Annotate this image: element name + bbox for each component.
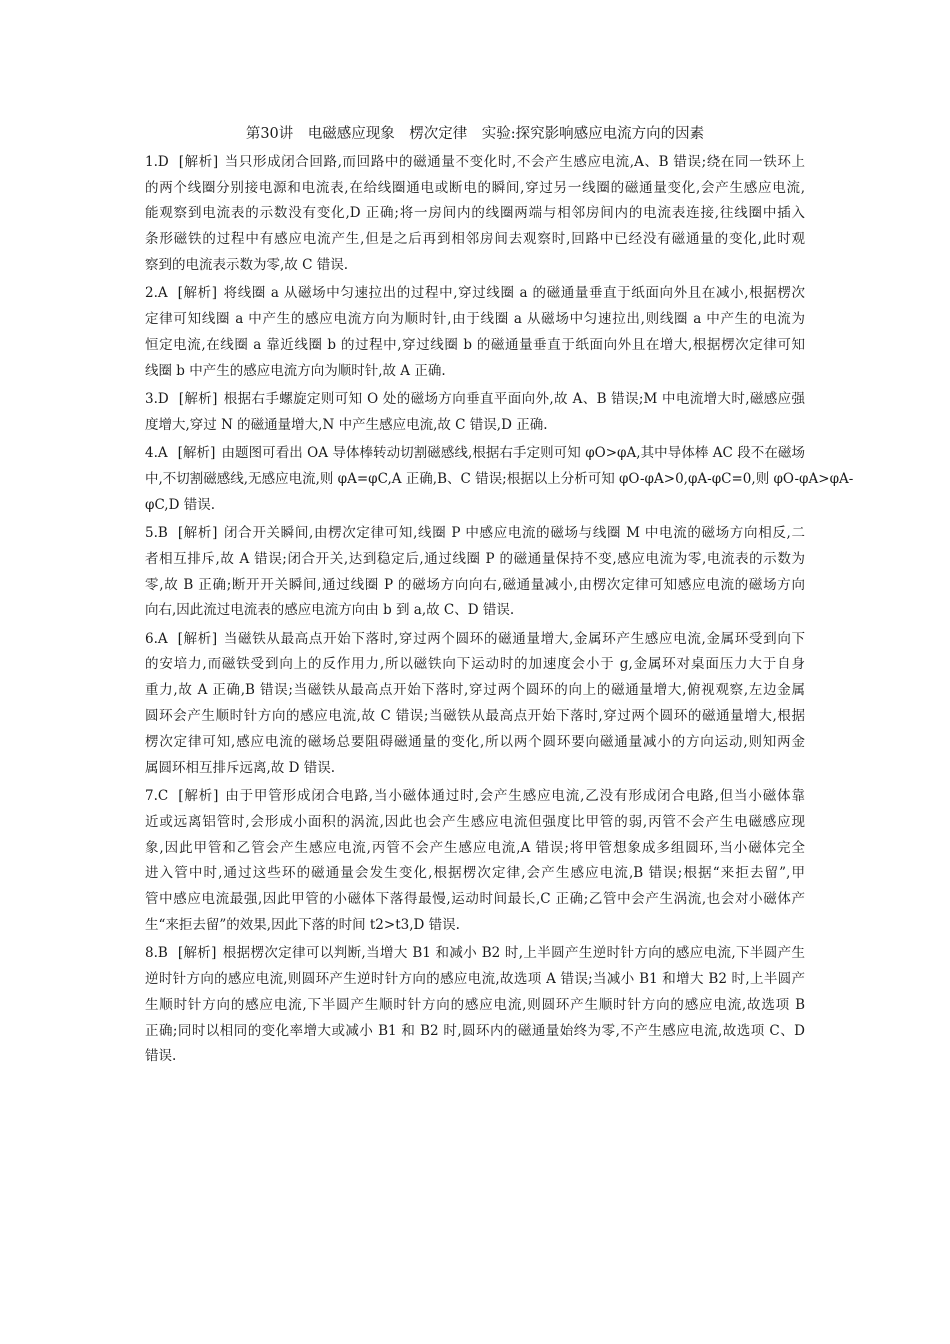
answer-text: 中,不切割磁感线,无感应电流,则 φA=φC,A 正确,B、C 错误;根据以上分析可知 φO-φA>0,φA-φC=0,则 φO-φA>φA- <box>145 470 854 487</box>
analysis-tag: [解析] <box>178 787 219 804</box>
answer-number: 1.D <box>145 153 169 170</box>
answer-number: 4.A <box>145 445 168 462</box>
answer-text: 正确;同时以相同的变化率增大或减小 B1 和 B2 时,圆环内的磁通量始终为零,不产生感应电流,故选项 C、D <box>145 1022 805 1039</box>
answer-text: 根据右手螺旋定则可知 O 处的磁场方向垂直平面向外,故 A、B 错误;M 中电流增大时,磁感应强 <box>223 390 805 407</box>
answer-number: 6.A <box>145 630 168 647</box>
answer-text: 逆时针方向的感应电流,则圆环产生逆时针方向的感应电流,故选项 A 错误;当减小 B1 和增大 B2 时,上半圆产 <box>145 971 805 987</box>
answer-item <box>145 521 805 624</box>
answer-line <box>145 756 805 782</box>
answer-line <box>145 387 805 413</box>
answer-line <box>145 441 805 467</box>
answer-line <box>145 913 805 939</box>
answer-text: 定律可知线圈 a 中产生的感应电流方向为顺时针,由于线圈 a 从磁场中匀速拉出,则线圈 a 中产生的电流为 <box>145 311 805 328</box>
answer-text: 当磁铁从最高点开始下落时,穿过两个圆环的磁通量增大,金属环产生感应电流,金属环受到向下 <box>223 630 805 647</box>
answer-text: 者相互排斥,故 A 错误;闭合开关,达到稳定后,通过线圈 P 的磁通量保持不变,感应电流为零,电流表的示数为 <box>145 550 805 567</box>
answer-line <box>145 573 805 599</box>
answer-line <box>145 253 805 279</box>
answer-line <box>145 836 805 862</box>
answer-line <box>145 1019 805 1045</box>
answer-line <box>145 598 805 624</box>
answer-line <box>145 150 805 176</box>
answer-text: 进入管中时,通过这些环的磁通量会发生变化,根据楞次定律,会产生感应电流,B 错误;根据“来拒去留”,甲 <box>145 865 805 882</box>
answer-number: 8.B <box>145 945 168 962</box>
answer-line <box>145 784 805 810</box>
analysis-tag: [解析] <box>178 390 218 407</box>
answer-text: 向右,因此流过电流表的感应电流方向由 b 到 a,故 C、D 错误. <box>145 602 515 619</box>
answer-text: 由题图可看出 OA 导体棒转动切割磁感线,根据右手定则可知 φO>φA,其中导体棒 AC 段不在磁场 <box>221 445 805 462</box>
answer-line <box>145 730 805 756</box>
answer-text: 恒定电流,在线圈 a 靠近线圈 b 的过程中,穿过线圈 b 的磁通量垂直于纸面向外且在增大,根据楞次定律可知 <box>145 336 805 353</box>
answer-item <box>145 941 805 1070</box>
answer-text: 将线圈 a 从磁场中匀速拉出的过程中,穿过线圈 a 的磁通量垂直于纸面向外且在减小,根据楞次 <box>223 285 805 302</box>
answer-text: 的两个线圈分别接电源和电流表,在给线圈通电或断电的瞬间,穿过另一线圈的磁通量变化,会产生感应电流, <box>145 179 805 196</box>
answer-text: 楞次定律可知,感应电流的磁场总要阻碍磁通量的变化,所以两个圆环要向磁通量减小的方向运动,则知两金 <box>145 733 805 750</box>
answer-text: 近或远离铝管时,会形成小面积的涡流,因此也会产生感应电流但强度比甲管的弱,丙管不会产生电磁感应现 <box>145 813 805 830</box>
answer-line <box>145 176 805 202</box>
answer-number: 3.D <box>145 390 169 407</box>
answer-line <box>145 493 805 519</box>
answer-item <box>145 150 805 279</box>
answer-line <box>145 201 805 227</box>
answer-line <box>145 993 805 1019</box>
answer-text: 圆环会产生顺时针方向的感应电流,故 C 错误;当磁铁从最高点开始下落时,穿过两个圆环的磁通量增大,根据 <box>145 708 805 725</box>
answer-number: 5.B <box>145 524 168 541</box>
answer-item <box>145 784 805 939</box>
answer-line <box>145 333 805 359</box>
answer-text: 生顺时针方向的感应电流,下半圆产生顺时针方向的感应电流,则圆环产生顺时针方向的感应电流,故选项 B <box>145 996 805 1013</box>
answer-page <box>145 122 854 1073</box>
answer-text: 零,故 B 正确;断开开关瞬间,通过线圈 P 的磁场方向向右,磁通量减小,由楞次定律可知感应电流的磁场方向 <box>145 576 805 593</box>
answer-line <box>145 227 805 253</box>
answer-text: 线圈 b 中产生的感应电流方向为顺时针,故 A 正确. <box>145 362 446 379</box>
answer-line <box>145 861 805 887</box>
answer-line <box>145 704 805 730</box>
answer-line <box>145 521 805 547</box>
answer-line <box>145 941 805 967</box>
answer-number: 7.C <box>145 787 169 804</box>
analysis-tag: [解析] <box>177 445 216 462</box>
answer-text: 根据楞次定律可以判断,当增大 B1 和减小 B2 时,上半圆产生逆时针方向的感应电流,下半圆产生 <box>222 945 805 962</box>
answer-item <box>145 441 854 518</box>
answer-item <box>145 387 805 439</box>
answer-text: 的安培力,而磁铁受到向上的反作用力,所以磁铁向下运动时的加速度会小于 g,金属环对桌面压力大于自身 <box>145 656 805 673</box>
answer-text: 管中感应电流最强,因此甲管的小磁体下落得最慢,运动时间最长,C 正确;乙管中会产生涡流,也会对小磁体产 <box>145 891 805 908</box>
answer-text: φC,D 错误. <box>145 496 215 513</box>
answer-text: 能观察到电流表的示数没有变化,D 正确;将一房间内的线圈两端与相邻房间内的电流表连接,往线圈中插入 <box>145 205 805 222</box>
analysis-tag: [解析] <box>177 945 217 962</box>
answer-list <box>145 150 854 1070</box>
answer-line <box>145 413 805 439</box>
analysis-tag: [解析] <box>177 524 218 541</box>
analysis-tag: [解析] <box>177 630 218 647</box>
answer-text: 闭合开关瞬间,由楞次定律可知,线圈 P 中感应电流的磁场与线圈 M 中电流的磁场方向相反,二 <box>223 524 805 541</box>
answer-text: 当只形成闭合回路,而回路中的磁通量不变化时,不会产生感应电流,A、B 错误;绕在同一铁环上 <box>224 153 805 170</box>
answer-line <box>145 652 805 678</box>
answer-line <box>145 547 805 573</box>
answer-line <box>145 307 805 333</box>
answer-line <box>145 627 805 653</box>
answer-line <box>145 887 805 913</box>
answer-text: 条形磁铁的过程中有感应电流产生,但是之后再到相邻房间去观察时,回路中已经没有磁通量的变化,此时观 <box>145 231 805 248</box>
answer-line <box>145 678 805 704</box>
answer-text: 度增大,穿过 N 的磁通量增大,N 中产生感应电流,故 C 错误,D 正确. <box>145 416 548 433</box>
answer-text: 由于甲管形成闭合电路,当小磁体通过时,会产生感应电流,乙没有形成闭合电路,但当小磁体靠 <box>224 787 805 804</box>
answer-text: 生“来拒去留”的效果,因此下落的时间 t2>t3,D 错误. <box>145 916 460 933</box>
answer-line <box>145 281 805 307</box>
answer-text: 属圆环相互排斥远离,故 D 错误. <box>145 759 335 776</box>
answer-text: 重力,故 A 正确,B 错误;当磁铁从最高点开始下落时,穿过两个圆环的向上的磁通量增大,俯视观察,左边金属 <box>145 682 805 699</box>
answer-line <box>145 467 854 493</box>
page-title: 第30讲 电磁感应现象 楞次定律 实验:探究影响感应电流方向的因素 <box>245 126 705 142</box>
answer-line <box>145 359 805 385</box>
answer-item <box>145 281 805 384</box>
answer-item <box>145 627 805 782</box>
analysis-tag: [解析] <box>177 285 218 302</box>
answer-line <box>145 1044 805 1070</box>
answer-text: 察到的电流表示数为零,故 C 错误. <box>145 256 348 273</box>
analysis-tag: [解析] <box>178 153 219 170</box>
answer-text: 象,因此甲管和乙管会产生感应电流,丙管不会产生感应电流,A 错误;将甲管想象成多组圆环,当小磁体完全 <box>145 839 805 856</box>
answer-number: 2.A <box>145 285 168 302</box>
answer-text: 错误. <box>145 1048 177 1065</box>
answer-line <box>145 967 805 993</box>
answer-line <box>145 810 805 836</box>
